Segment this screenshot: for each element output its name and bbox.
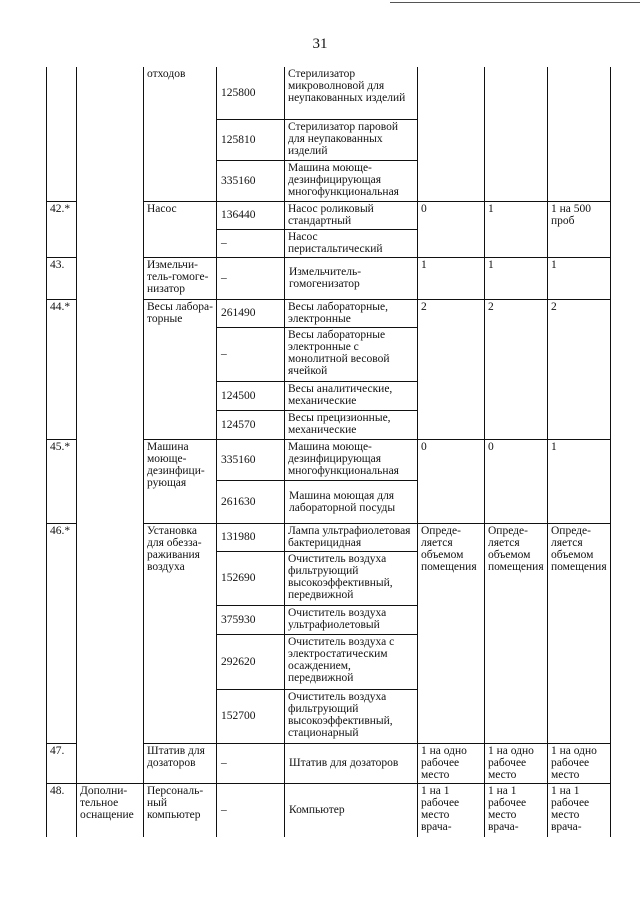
qty-cell-1: 0 [418, 439, 485, 523]
qty-cell-2: 0 [485, 439, 548, 523]
qty-cell-1 [418, 67, 485, 201]
row-number: 42.* [47, 201, 77, 257]
description-cell: Машина моющая для лабораторной посуды [285, 480, 418, 523]
code-cell: 125800 [217, 67, 285, 119]
table-row [47, 783, 611, 837]
qty-cell-2: 1 на одно рабочее место [485, 743, 548, 783]
description-cell: Стерилизатор микроволновой для неупакованных изделий [285, 67, 418, 119]
row-number [47, 67, 77, 201]
description-cell: Весы аналитические, механические [285, 381, 418, 410]
qty-cell-2: 1 [485, 201, 548, 257]
table-row [47, 743, 611, 783]
description-cell: Стерилизатор паровой для неупакованных изделий [285, 119, 418, 160]
section-cell [77, 743, 144, 783]
qty-cell-2: 1 [485, 257, 548, 299]
equipment-name: Установка для обезза-раживания воздуха [144, 523, 217, 743]
section-cell [77, 257, 144, 299]
code-cell: 375930 [217, 605, 285, 634]
code-cell: – [217, 743, 285, 783]
code-cell: 335160 [217, 160, 285, 201]
top-rule [390, 2, 640, 3]
qty-cell-2: 2 [485, 299, 548, 439]
qty-cell-3: 1 на 500 проб [548, 201, 611, 257]
code-cell: 125810 [217, 119, 285, 160]
code-cell: 136440 [217, 201, 285, 229]
row-number: 43. [47, 257, 77, 299]
code-cell: – [217, 229, 285, 257]
row-number: 46.* [47, 523, 77, 743]
equipment-name: Измельчи-тель-гомоге-низатор [144, 257, 217, 299]
code-cell: 131980 [217, 523, 285, 551]
qty-cell-3: 1 на 1 рабочее место врача- [548, 783, 611, 837]
qty-cell-2: Опреде-ляется объемом помещения [485, 523, 548, 743]
table-row [47, 523, 611, 551]
qty-cell-3: 1 на одно рабочее место [548, 743, 611, 783]
qty-cell-1: Опреде-ляется объемом помещения [418, 523, 485, 743]
row-number: 44.* [47, 299, 77, 439]
qty-cell-2 [485, 67, 548, 201]
qty-cell-1: 1 [418, 257, 485, 299]
section-cell [77, 201, 144, 257]
section-cell [77, 439, 144, 523]
row-number: 47. [47, 743, 77, 783]
qty-cell-1: 1 на 1 рабочее место врача- [418, 783, 485, 837]
description-cell: Очиститель воздуха фильтрующий высокоэффективный, передвижной [285, 551, 418, 605]
code-cell: 261630 [217, 480, 285, 523]
qty-cell-3: 2 [548, 299, 611, 439]
description-cell: Насос роликовый стандартный [285, 201, 418, 229]
description-cell: Весы прецизионные, механические [285, 410, 418, 439]
equipment-name: Машина моюще-дезинфици-рующая [144, 439, 217, 523]
code-cell: 292620 [217, 634, 285, 689]
row-number: 48. [47, 783, 77, 837]
table-row [47, 439, 611, 480]
description-cell: Измельчитель-гомогенизатор [285, 257, 418, 299]
equipment-name: Весы лабора-торные [144, 299, 217, 439]
table-row [47, 299, 611, 327]
qty-cell-2: 1 на 1 рабочее место врача- [485, 783, 548, 837]
table-row [47, 257, 611, 299]
equipment-name: Штатив для дозаторов [144, 743, 217, 783]
code-cell: – [217, 327, 285, 381]
code-cell: 152700 [217, 689, 285, 743]
table-row [47, 67, 611, 119]
qty-cell-1: 2 [418, 299, 485, 439]
section-cell [77, 299, 144, 439]
row-number: 45.* [47, 439, 77, 523]
table-row [47, 201, 611, 229]
code-cell: 152690 [217, 551, 285, 605]
code-cell: 261490 [217, 299, 285, 327]
description-cell: Весы лабораторные, электронные [285, 299, 418, 327]
description-cell: Лампа ультрафиолетовая бактерицидная [285, 523, 418, 551]
section-cell [77, 523, 144, 743]
section-cell: Дополни-тельное оснащение [77, 783, 144, 837]
qty-cell-3: Опреде-ляется объемом помещения [548, 523, 611, 743]
description-cell: Машина моюще-дезинфицирующая многофункциональная [285, 439, 418, 480]
description-cell: Компьютер [285, 783, 418, 837]
description-cell: Весы лабораторные электронные с монолитной весовой ячейкой [285, 327, 418, 381]
description-cell: Штатив для дозаторов [285, 743, 418, 783]
code-cell: 124500 [217, 381, 285, 410]
equipment-name: Персональ-ный компьютер [144, 783, 217, 837]
qty-cell-1: 0 [418, 201, 485, 257]
qty-cell-3 [548, 67, 611, 201]
section-cell [77, 67, 144, 201]
description-cell: Очиститель воздуха ультрафиолетовый [285, 605, 418, 634]
code-cell: 124570 [217, 410, 285, 439]
description-cell: Очиститель воздуха с электростатическим осаждением, передвижной [285, 634, 418, 689]
equipment-name: Насос [144, 201, 217, 257]
code-cell: – [217, 257, 285, 299]
code-cell: 335160 [217, 439, 285, 480]
description-cell: Очиститель воздуха фильтрующий высокоэффективный, стационарный [285, 689, 418, 743]
description-cell: Насос перистальтический [285, 229, 418, 257]
qty-cell-1: 1 на одно рабочее место [418, 743, 485, 783]
qty-cell-3: 1 [548, 439, 611, 523]
description-cell: Машина моюще-дезинфицирующая многофункциональная [285, 160, 418, 201]
page-number: 31 [312, 36, 328, 52]
code-cell: – [217, 783, 285, 837]
equipment-name: отходов [144, 67, 217, 201]
qty-cell-3: 1 [548, 257, 611, 299]
equipment-table [46, 67, 611, 837]
